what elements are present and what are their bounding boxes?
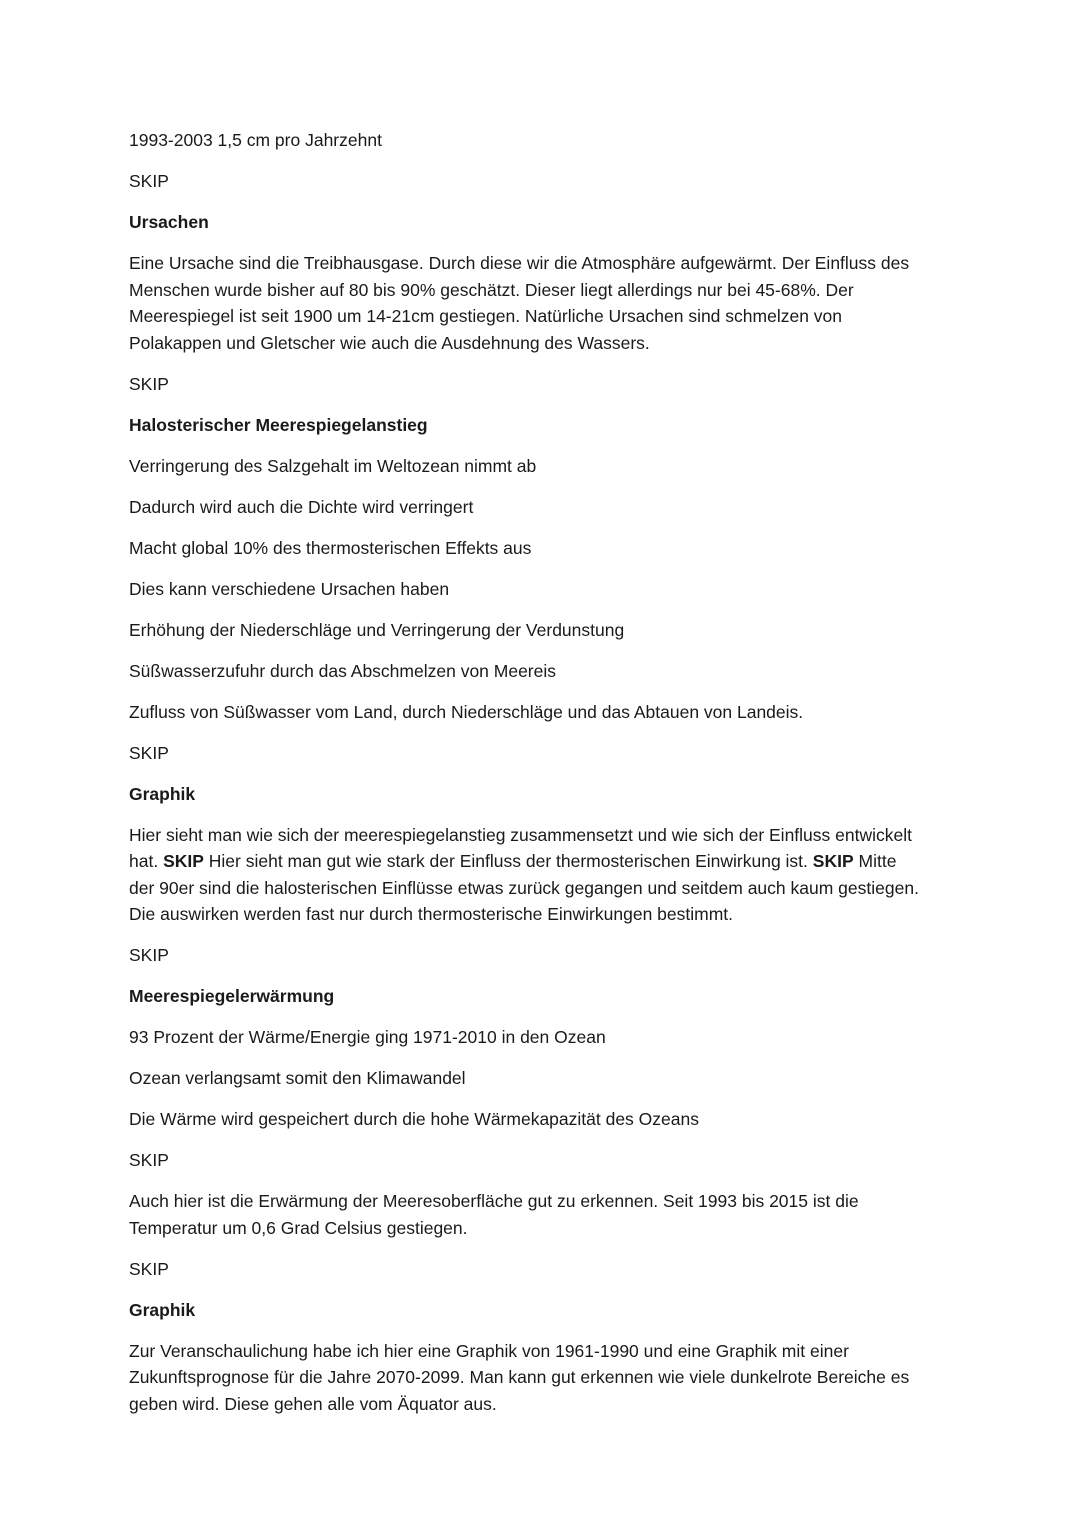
zukunft-paragraph bbox=[129, 1338, 980, 1418]
warm-line-1: 93 Prozent der Wärme/Energie ging 1971-2010 in den Ozean bbox=[129, 1027, 606, 1047]
graphik-paragraph bbox=[129, 822, 980, 928]
halo-line-3: Macht global 10% des thermosterischen Effekts aus bbox=[129, 537, 532, 558]
halo-line-6: Süßwasserzufuhr durch das Abschmelzen von Meereis bbox=[129, 660, 557, 681]
heading-halosterisch: Halosterischer Meerespiegelanstieg bbox=[129, 414, 428, 435]
inline-skip-marker: SKIP bbox=[163, 851, 204, 871]
paragraph-line: Polakappen und Gletscher wie auch die Ausdehnung des Wassers. bbox=[129, 332, 650, 353]
halo-line-5: Erhöhung der Niederschläge und Verringerung der Verdunstung bbox=[129, 619, 625, 640]
halo-line-2: Dadurch wird auch die Dichte wird verringert bbox=[129, 496, 474, 517]
halo-line-7: Zufluss von Süßwasser vom Land, durch Niederschläge und das Abtauen von Landeis. bbox=[129, 701, 804, 722]
skip-marker-3: SKIP bbox=[129, 742, 169, 763]
text-run: Mitte bbox=[853, 851, 897, 871]
warm-line-2: Ozean verlangsamt somit den Klimawandel bbox=[129, 1068, 466, 1088]
text-run: Hier sieht man wie sich der meerespiegelanstieg zusammensetzt und wie sich der Einfluss entwickelt bbox=[129, 824, 912, 845]
heading-ursachen: Ursachen bbox=[129, 212, 209, 232]
paragraph-line bbox=[129, 875, 980, 902]
text-run: Die auswirken werden fast nur durch thermosterische Einwirkungen bestimmt. bbox=[129, 904, 734, 924]
skip-marker-6: SKIP bbox=[129, 1258, 169, 1279]
paragraph-line: Meerespiegel ist seit 1900 um 14-21cm gestiegen. Natürliche Ursachen sind schmelzen von bbox=[129, 306, 843, 326]
skip-marker-4: SKIP bbox=[129, 945, 169, 965]
erwaermung-paragraph bbox=[129, 1188, 980, 1241]
paragraph-line: Auch hier ist die Erwärmung der Meeresoberfläche gut zu erkennen. Seit 1993 bis 2015 ist die bbox=[129, 1191, 859, 1211]
intro-line: 1993-2003 1,5 cm pro Jahrzehnt bbox=[129, 130, 382, 150]
inline-skip-marker: SKIP bbox=[812, 851, 854, 871]
heading-meerespiegelerwaermung: Meerespiegelerwärmung bbox=[129, 986, 335, 1006]
paragraph-line: Zur Veranschaulichung habe ich hier eine Graphik von 1961-1990 und eine Graphik mit einer bbox=[129, 1340, 849, 1361]
text-run: der 90er sind die halosterischen Einflüsse etwas zurück gegangen und seitdem auch kaum gestiegen. bbox=[129, 877, 919, 898]
skip-marker-1: SKIP bbox=[129, 171, 169, 191]
paragraph-line bbox=[129, 848, 980, 875]
heading-graphik-1: Graphik bbox=[129, 783, 196, 804]
paragraph-line bbox=[129, 822, 980, 849]
halo-line-4: Dies kann verschiedene Ursachen haben bbox=[129, 578, 450, 599]
halo-line-1: Verringerung des Salzgehalt im Weltozean nimmt ab bbox=[129, 455, 537, 476]
heading-graphik-2: Graphik bbox=[129, 1299, 196, 1320]
paragraph-line: Zukunftsprognose für die Jahre 2070-2099. Man kann gut erkennen wie viele dunkelrote Bereiche es bbox=[129, 1367, 910, 1387]
paragraph-line: geben wird. Diese gehen alle vom Äquator aus. bbox=[129, 1393, 497, 1414]
warm-line-3: Die Wärme wird gespeichert durch die hohe Wärmekapazität des Ozeans bbox=[129, 1109, 699, 1129]
text-run: hat. bbox=[129, 851, 164, 871]
skip-marker-2: SKIP bbox=[129, 373, 169, 394]
paragraph-line: Temperatur um 0,6 Grad Celsius gestiegen. bbox=[129, 1217, 468, 1238]
skip-marker-5: SKIP bbox=[129, 1150, 169, 1170]
paragraph-line: Menschen wurde bisher auf 80 bis 90% geschätzt. Dieser liegt allerdings nur bei 45-68%. Der bbox=[129, 279, 854, 300]
ursachen-paragraph bbox=[129, 250, 980, 356]
paragraph-line: Eine Ursache sind die Treibhausgase. Durch diese wir die Atmosphäre aufgewärmt. Der Einfluss des bbox=[129, 253, 910, 273]
text-run: Hier sieht man gut wie stark der Einfluss der thermosterischen Einwirkung ist. bbox=[203, 851, 813, 871]
paragraph-line bbox=[129, 901, 980, 928]
